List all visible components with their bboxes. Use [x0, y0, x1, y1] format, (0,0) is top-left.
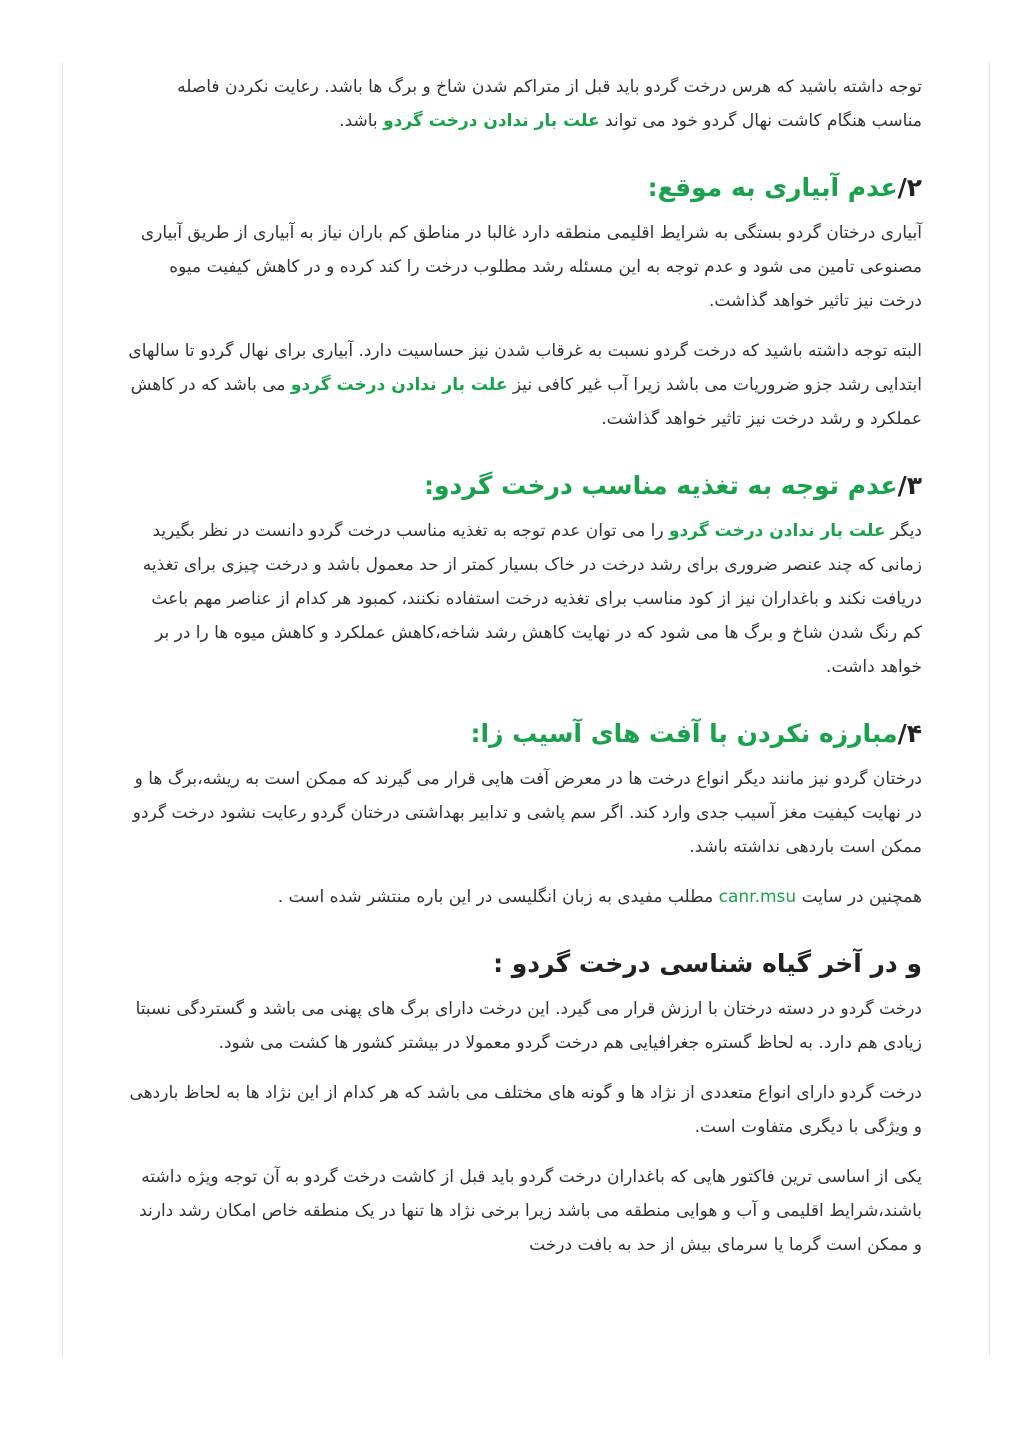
paragraph-text: را می توان عدم توجه به تغذیه مناسب درخت گردو دانست در نظر بگیرید زمانی که چند عنصر ضروری برای رشد درخت در خاک بسیار کمتر از حد معمول باشد و درخت چیزی برای تغذیه دریافت نکند و باغداران نیز از کود مناسب برای تغذیه درخت استفاده نکنند، کمبود هر کدام از عناصر مهم باعث کم رنگ شدن شاخ و برگ ها می شود که در نهایت کاهش رشد شاخه،کاهش عملکرد و کاهش میوه ها را در بر خواهد داشت. — [142, 521, 922, 677]
botany-paragraph-2: درخت گردو دارای انواع متعددی از نژاد ها و گونه های مختلف می باشد که هر کدام از این نژاد ها به لحاظ باردهی و ویژگی با دیگری متفاوت است. — [129, 1083, 922, 1137]
botany-paragraph-3: یکی از اساسی ترین فاکتور هایی که باغداران درخت گردو باید قبل از کاشت درخت گردو به آن توجه ویژه داشته باشند،شرایط اقلیمی و آب و هوایی منطقه می باشد زیرا برخی نژاد ها تنها در یک منطقه خاص امکان رشد دارند و ممکن است گرما یا سرمای بیش از حد به بافت درخت — [139, 1167, 922, 1255]
section-heading-botany: و در آخر گیاه شناسی درخت گردو : — [493, 949, 922, 978]
section-title: مبارزه نکردن با آفت های آسیب زا: — [470, 719, 898, 748]
paragraph-text: می باشد که در کاهش عملکرد و رشد درخت نیز تاثیر خواهد گذاشت. — [130, 375, 922, 429]
section-number: ۴/ — [897, 719, 922, 748]
section-title: عدم توجه به تغذیه مناسب درخت گردو: — [423, 471, 898, 500]
paragraph-text: مطلب مفیدی به زبان انگلیسی در این باره منتشر شده است . — [277, 887, 719, 907]
article-content — [128, 70, 922, 1278]
irrigation-paragraph: آبیاری درختان گردو بستگی به شرایط اقلیمی منطقه دارد غالبا در مناطق کم باران نیاز به آبیاری از طریق آبیاری مصنوعی تامین می شود و عدم توجه به این مسئله رشد مطلوب درخت را کند کرده و در کاهش کیفیت میوه درخت نیز تاثیر خواهد گذاشت. — [140, 223, 922, 311]
irrigation-paragraph-2 — [128, 334, 922, 436]
keyword-highlight: علت بار ندادن درخت گردو — [383, 111, 600, 131]
section-heading-nutrition — [128, 466, 922, 506]
source-link[interactable]: canr.msu — [718, 887, 797, 907]
section-title: عدم آبیاری به موقع: — [647, 173, 898, 202]
paragraph-text: دیگر — [885, 521, 922, 541]
source-paragraph — [128, 880, 922, 914]
paragraph-text: البته توجه داشته باشید که درخت گردو نسبت به غرقاب شدن نیز حساسیت دارد. آبیاری برای نهال گردو تا سالهای ابتدایی رشد جزو ضروریات می باشد زیرا آب غیر کافی نیز — [128, 341, 922, 395]
keyword-highlight: علت بار ندادن درخت گردو — [290, 375, 508, 395]
section-heading-irrigation — [128, 168, 922, 208]
keyword-highlight: علت بار ندادن درخت گردو — [668, 521, 886, 541]
intro-paragraph — [128, 70, 922, 138]
nutrition-paragraph — [128, 514, 922, 684]
pests-paragraph: درختان گردو نیز مانند دیگر انواع درخت ها در معرض آفت هایی قرار می گیرند که ممکن است به ریشه،برگ ها و در نهایت کیفیت مغز آسیب جدی وارد کند. اگر سم پاشی و تدابیر بهداشتی درختان گردو رعایت نشود درخت گردو ممکن است باردهی نداشته باشد. — [132, 769, 922, 857]
paragraph-text: توجه داشته باشید که هرس درخت گردو باید قبل از متراکم شدن شاخ و برگ ها باشد. رعایت نکردن فاصله مناسب هنگام کاشت نهال گردو خود می تواند — [177, 77, 922, 131]
section-heading-pests — [128, 714, 922, 754]
paragraph-text: باشد. — [339, 111, 384, 131]
paragraph-text: همچنین در سایت — [796, 887, 922, 907]
section-number: ۲/ — [897, 173, 922, 202]
section-number: ۳/ — [897, 471, 922, 500]
botany-paragraph-1: درخت گردو در دسته درختان با ارزش قرار می گیرد. این درخت دارای برگ های پهنی می باشد و گستردگی نسبتا زیادی هم دارد. به لحاظ گستره جغرافیایی هم درخت گردو معمولا در بیشتر کشور ها کشت می شود. — [135, 999, 922, 1053]
